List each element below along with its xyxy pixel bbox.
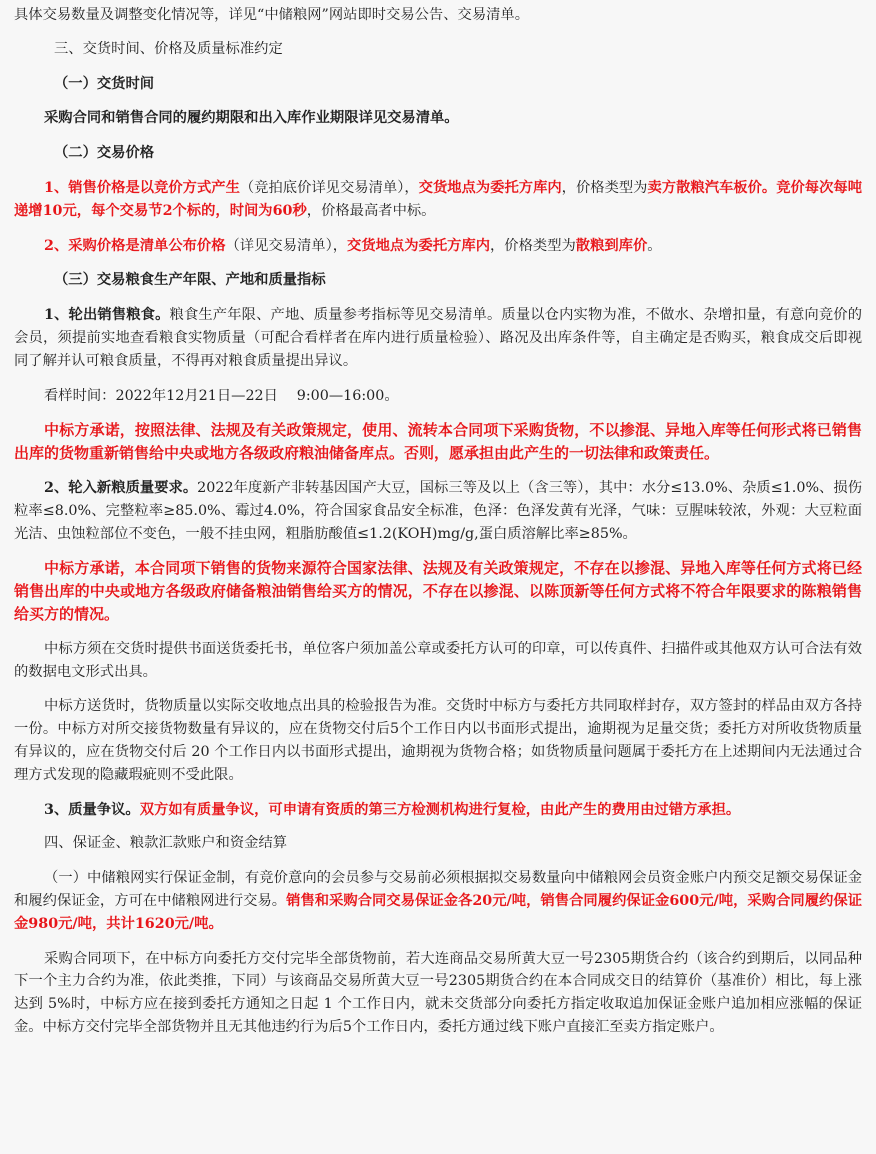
sale-grain-body: 粮食生产年限、产地、质量参考指标等见交易清单。质量以仓内实物为准，不做水、杂增扣量，有意向竞价的会员，须提前实地查看粮食实物质量（可配合看样者在库内进行质量检验）、路况及出库条件等，自主确定是否购买，粮食成交后即视同了解并认可粮食质量，不得再对粮食质量提出异议。: [14, 307, 862, 369]
paragraph-quality-inspection: 中标方送货时，货物质量以实际交收地点出具的检验报告为准。交货时中标方与委托方共同取样封存，双方签封的样品由双方各持一份。中标方对所交接货物数量有异议的，应在货物交付后5个工作日内以书面形式提出，逾期视为足量交货；委托方对所收货物质量有异议的，应在货物交付后 20 个工作日内以书面形式提出，逾期视为货物合格；如货物质量问题属于委托方在上述期间内无法通过合理方式发现的隐藏瑕疵则不受此限。: [14, 698, 862, 783]
purchase-delivery-location: 交货地点为委托方库内: [347, 237, 491, 254]
sale-price-type: 卖方散粮汽车板价。竞价每次每吨递增10元，每个交易节2个标的，时间为60秒: [14, 179, 863, 219]
paragraph-purchase-price: [14, 235, 862, 258]
deposit-body: （一）中储粮网实行保证金制，有竞价意向的会员参与交易前必须根据拟交易数量向中储粮网会员资金账户内预交足额交易保证金和履约保证金，方可在中储粮网进行交易。: [14, 870, 862, 909]
sale-price-type-label: ，价格类型为: [561, 179, 648, 196]
paragraph-inspection-time: 看样时间：2022年12月21日—22日 9:00—16:00。: [44, 387, 399, 404]
sale-price-lead: 1、销售价格是以竞价方式产生: [44, 179, 240, 196]
paragraph-deposit: [14, 867, 862, 935]
subheading-delivery-time: （一）交货时间: [54, 75, 155, 92]
paragraph-delivery-time: 采购合同和销售合同的履约期限和出入库作业期限详见交易清单。: [44, 110, 459, 127]
quality-dispute-lead: 3、质量争议。: [44, 801, 140, 818]
paragraph-quality-dispute: [14, 799, 862, 822]
deposit-amounts: 销售和采购合同交易保证金各20元/吨，销售合同履约保证金600元/吨，采购合同履约保证金980元/吨，共计1620元/吨。: [14, 892, 862, 932]
paragraph-winner-commitment-2: 中标方承诺，本合同项下销售的货物来源符合国家法律、法规及有关政策规定，不存在以掺混、异地入库等任何方式将已经销售出库的中央或地方各级政府储备粮油销售给买方的情况，不存在以掺混、以陈顶新等任何方式将不符合年限要求的陈粮销售给买方的情况。: [14, 559, 862, 623]
paragraph-new-grain-quality: [14, 477, 862, 545]
purchase-price-tail: 。: [647, 237, 662, 254]
new-grain-body: 2022年度新产非转基因国产大豆，国标三等及以上（含三等），其中：水分≤13.0%、杂质≤1.0%、损伤粒率≤8.0%、完整粒率≥85.0%、霉过4.0%，符合国家食品安全标准，色泽：色泽发黄有光泽，气味：豆腥味较浓，外观：大豆粒面光洁、虫蚀粒部位不变色，一般不挂虫网，粗脂肪酸值≤1.2(KOH)mg/g,蛋白质溶解比率≥85%。: [14, 479, 862, 542]
paragraph-delivery-letter: 中标方须在交货时提供书面送货委托书，单位客户须加盖公章或委托方认可的印章，可以传真件、扫描件或其他双方认可合法有效的数据电文形式出具。: [14, 640, 862, 680]
purchase-price-type-label: ，价格类型为: [490, 237, 576, 254]
sale-price-note: （竞拍底价详见交易清单），: [239, 179, 419, 196]
purchase-price-note: （详见交易清单），: [225, 237, 348, 254]
paragraph-winner-commitment-1: 中标方承诺，按照法律、法规及有关政策规定，使用、流转本合同项下采购货物，不以掺混、异地入库等任何形式将已销售出库的货物重新销售给中央或地方各级政府粮油储备库点。否则，愿承担由此产生的一切法律和政策责任。: [14, 421, 862, 463]
section-heading-4: 四、保证金、粮款汇款账户和资金结算: [44, 835, 288, 852]
purchase-price-lead: 2、采购价格是清单公布价格: [44, 237, 226, 254]
sale-grain-lead: 1、轮出销售粮食。: [44, 307, 170, 324]
paragraph-additional-margin: 采购合同项下，在中标方向委托方交付完毕全部货物前，若大连商品交易所黄大豆一号2305期货合约（该合约到期后，以同品种下一个主力合约为准，依此类推，下同）与该商品交易所黄大豆一号2305期货合约在本合同成交日的结算价（基准价）相比，每上涨达到 5%时，中标方应在接到委托方通知之日起 1 个工作日内，就未交货部分向委托方指定收取追加保证金账户追加相应涨幅的保证金。中标方交付完毕全部货物并且无其他违约行为后5个工作日内，委托方通过线下账户直接汇至卖方指定账户。: [14, 950, 862, 1035]
subheading-trade-price: （二）交易价格: [54, 145, 155, 162]
new-grain-lead: 2、轮入新粮质量要求。: [44, 479, 198, 496]
purchase-price-type: 散粮到库价: [575, 237, 648, 254]
paragraph-sale-grain: [14, 304, 862, 372]
sale-delivery-location: 交货地点为委托方库内: [418, 179, 562, 196]
sale-price-tail: ，价格最高者中标。: [306, 202, 436, 219]
quality-dispute-body: 双方如有质量争议，可申请有资质的第三方检测机构进行复检，由此产生的费用由过错方承担。: [139, 801, 741, 818]
paragraph-sale-price: [14, 177, 862, 223]
paragraph-trade-details: 具体交易数量及调整变化情况等，详见“中储粮网”网站即时交易公告、交易清单。: [14, 7, 530, 23]
subheading-grain-specs: （三）交易粮食生产年限、产地和质量指标: [54, 272, 326, 289]
section-heading-3: 三、交货时间、价格及质量标准约定: [54, 40, 283, 57]
